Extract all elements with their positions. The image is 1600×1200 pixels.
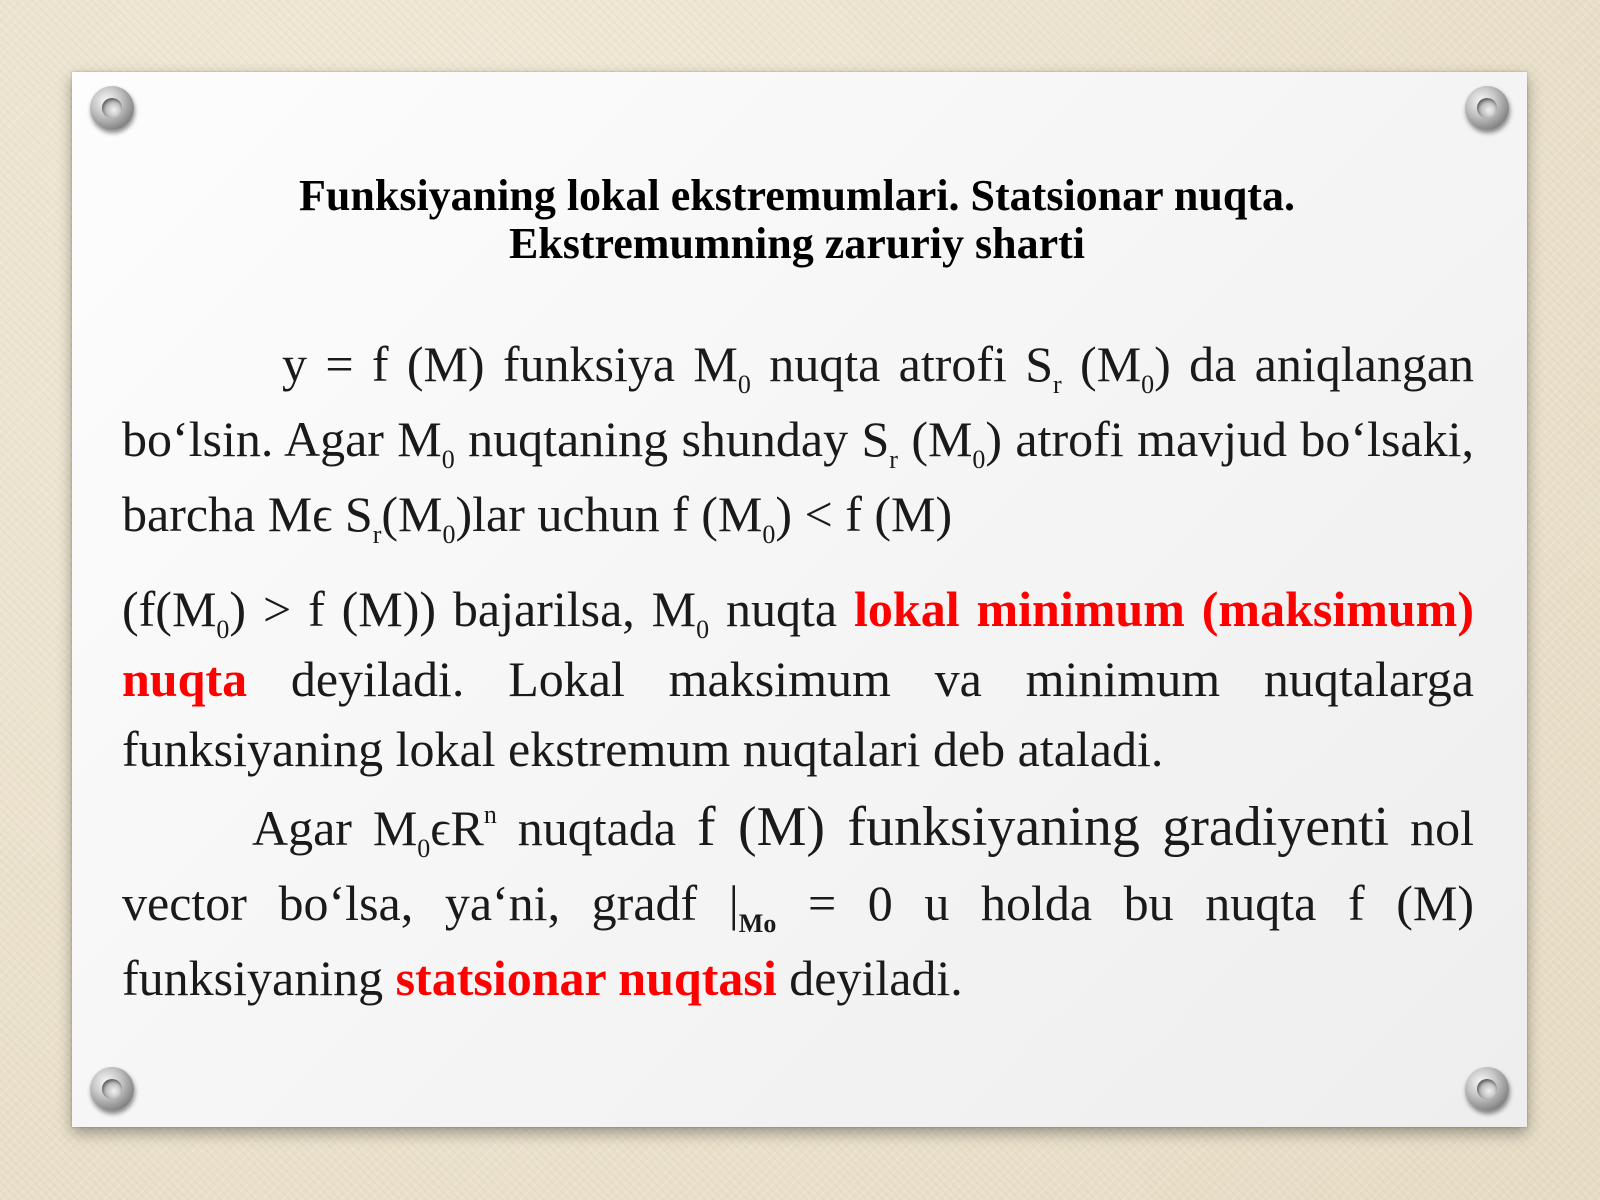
text-run: y = f (M) funksiya M bbox=[282, 336, 738, 392]
text-run: nuqtaning shunday S bbox=[454, 411, 890, 467]
text-run: ϵR bbox=[430, 800, 484, 856]
subscript: 0 bbox=[737, 370, 751, 399]
subscript: 0 bbox=[696, 615, 710, 644]
paragraph-definition bbox=[122, 327, 1474, 552]
paragraph-stationary-point bbox=[122, 790, 1474, 1016]
slide-body bbox=[122, 327, 1474, 1016]
text-run: deyiladi. bbox=[776, 950, 963, 1006]
text-run: ) > f (M)) bajarilsa, M bbox=[229, 581, 697, 637]
text-run: (f(M bbox=[122, 581, 217, 637]
slide-title bbox=[242, 172, 1352, 268]
text-run: ) da aniqlangan bo‘lsin. Agar M bbox=[122, 336, 1475, 467]
highlight-local-min-max: lokal minimum (maksimum) nuqta bbox=[122, 581, 1474, 707]
paragraph-local-extremum bbox=[122, 574, 1474, 784]
subscript: 0 bbox=[762, 520, 776, 549]
slide-card bbox=[72, 72, 1527, 1127]
text-run: Agar M bbox=[252, 800, 418, 856]
pin-icon bbox=[1465, 86, 1509, 130]
title-line-2: Ekstremumning zaruriy sharti bbox=[508, 219, 1086, 268]
subscript: 0 bbox=[216, 615, 230, 644]
text-run: = 0 u holda bu nuqta f (M) funksiyaning bbox=[122, 875, 1474, 1006]
subscript: Mo bbox=[738, 909, 777, 938]
title-line-1: Funksiyaning lokal ekstremumlari. Statsionar nuqta. bbox=[299, 171, 1295, 220]
pin-icon bbox=[90, 86, 134, 130]
text-run: deyiladi. Lokal maksimum va minimum nuqtalarga funksiyaning lokal ekstremum nuqtalari deb ataladi. bbox=[122, 651, 1474, 777]
subscript: 0 bbox=[442, 520, 456, 549]
subscript: r bbox=[372, 520, 382, 549]
subscript: r bbox=[889, 445, 898, 474]
subscript: r bbox=[1053, 370, 1062, 399]
superscript: n bbox=[483, 800, 497, 829]
text-run: nuqtada bbox=[496, 800, 697, 856]
highlight-stationary-point: statsionar nuqtasi bbox=[395, 950, 777, 1006]
subscript: 0 bbox=[441, 445, 455, 474]
subscript: 0 bbox=[972, 445, 986, 474]
pin-icon bbox=[90, 1067, 134, 1111]
text-run: nol vector bo‘lsa, ya‘ni, gradf | bbox=[122, 800, 1474, 931]
text-run: ) < f (M) bbox=[775, 486, 953, 542]
pin-icon bbox=[1465, 1067, 1509, 1111]
text-run: (M bbox=[381, 486, 443, 542]
text-run-large: f (M) funksiyaning gradiyenti bbox=[696, 796, 1390, 858]
text-run: ) atrofi mavjud bo‘lsaki, barcha Mϵ S bbox=[122, 411, 1474, 542]
text-run: (M bbox=[1061, 336, 1142, 392]
subscript: 0 bbox=[1141, 370, 1155, 399]
text-run: (M bbox=[897, 411, 973, 467]
text-run: nuqta atrofi S bbox=[750, 336, 1054, 392]
subscript: 0 bbox=[417, 834, 431, 863]
text-run: nuqta bbox=[709, 581, 855, 637]
text-run: )lar uchun f (M bbox=[455, 486, 763, 542]
